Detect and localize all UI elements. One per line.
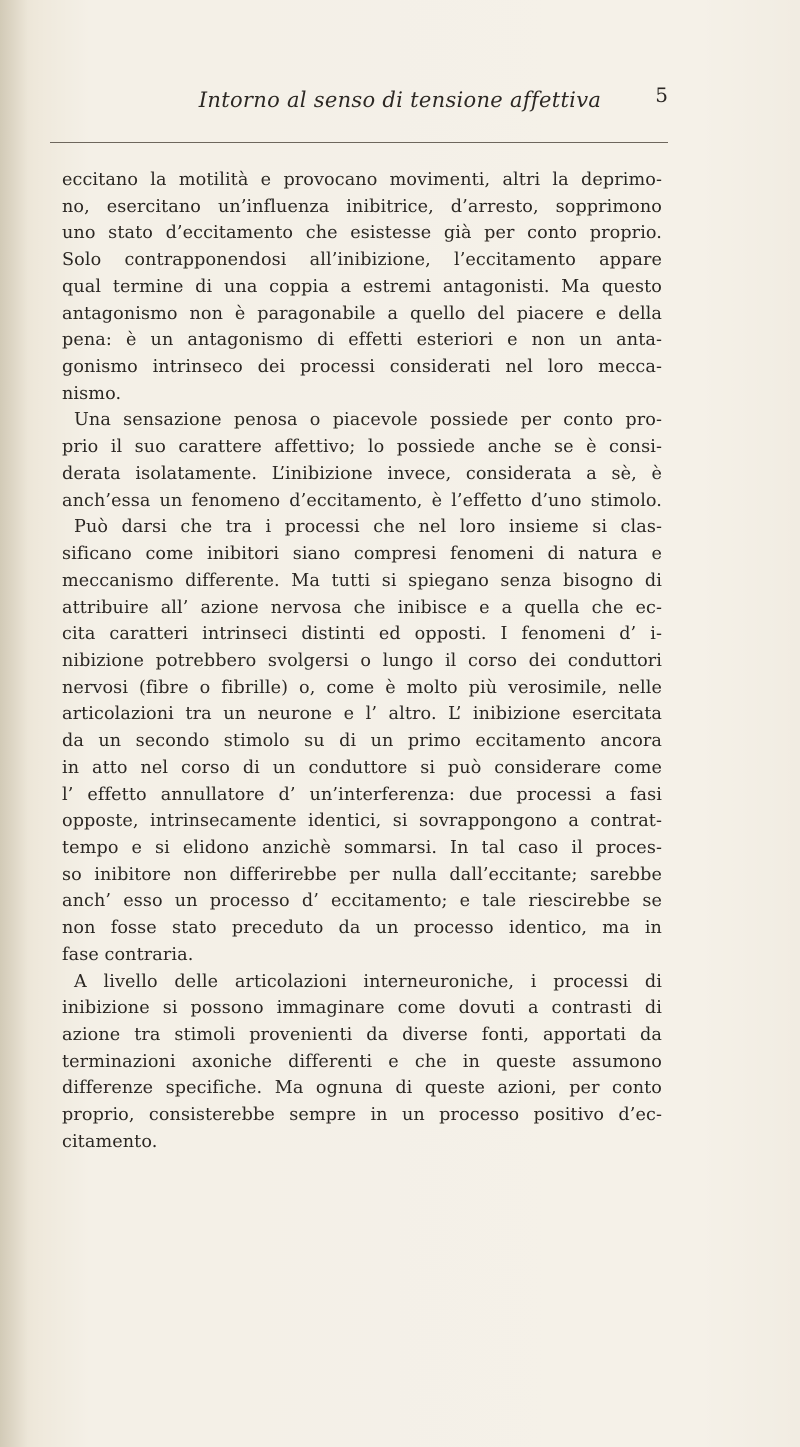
text-line: articolazioni tra un neurone e l’ altro. L’ inibizione esercitata — [62, 704, 662, 725]
text-line: prio il suo carattere affettivo; lo possiede anche se è consi- — [62, 437, 662, 458]
text-line: eccitano la motilità e provocano movimenti, altri la deprimo- — [62, 170, 662, 190]
text-line: Solo contrapponendosi all’inibizione, l’eccitamento appare — [62, 250, 662, 271]
text-line: pena: è un antagonismo di effetti esteriori e non un anta- — [62, 330, 662, 351]
text-line: l’ effetto annullatore d’ un’interferenza: due processi a fasi — [62, 784, 662, 805]
body-text — [62, 167, 662, 1156]
text-line: derata isolatamente. L’inibizione invece, considerata a sè, è — [62, 463, 662, 484]
text-line: antagonismo non è paragonabile a quello del piacere e della — [62, 303, 662, 324]
text-line: Può darsi che tra i processi che nel loro insieme si clas- — [74, 517, 662, 538]
text-line: meccanismo differente. Ma tutti si spiegano senza bisogno di — [62, 570, 662, 591]
text-line: A livello delle articolazioni interneuroniche, i processi di — [74, 971, 662, 992]
text-line: Una sensazione penosa o piacevole possiede per conto pro- — [74, 410, 662, 431]
text-line: no, esercitano un’influenza inibitrice, d’arresto, sopprimono — [62, 196, 662, 217]
page-number: 5 — [655, 83, 668, 107]
text-line: fase contraria. — [62, 944, 194, 965]
text-line: qual termine di una coppia a estremi antagonisti. Ma questo — [62, 276, 662, 297]
text-line: anch’ esso un processo d’ eccitamento; e tale riescirebbe se — [62, 891, 662, 912]
binding-shadow — [0, 0, 28, 1447]
text-line: azione tra stimoli provenienti da diverse fonti, apportati da — [62, 1025, 662, 1045]
text-line: uno stato d’eccitamento che esistesse già per conto proprio. — [62, 223, 662, 244]
text-line: da un secondo stimolo su di un primo eccitamento ancora — [62, 731, 662, 752]
text-line: so inibitore non differirebbe per nulla dall’eccitante; sarebbe — [62, 864, 662, 885]
text-line: proprio, consisterebbe sempre in un processo positivo d’ec- — [62, 1105, 662, 1126]
header-rule — [50, 142, 668, 143]
running-head — [0, 80, 800, 120]
running-title: Intorno al senso di tensione affettiva — [198, 88, 602, 112]
text-line: terminazioni axoniche differenti e che in queste assumono — [62, 1051, 662, 1072]
text-line: differenze specifiche. Ma ognuna di queste azioni, per conto — [62, 1078, 662, 1099]
text-line: in atto nel corso di un conduttore si può considerare come — [62, 757, 662, 778]
text-line: nismo. — [62, 383, 122, 404]
text-line: citamento. — [62, 1131, 158, 1152]
text-line: tempo e si elidono anzichè sommarsi. In tal caso il proces- — [62, 837, 662, 858]
text-line: nibizione potrebbero svolgersi o lungo il corso dei conduttori — [62, 650, 662, 671]
text-line: anch’essa un fenomeno d’eccitamento, è l’effetto d’uno stimolo. — [62, 490, 662, 511]
text-line: inibizione si possono immaginare come dovuti a contrasti di — [62, 998, 662, 1019]
text-line: gonismo intrinseco dei processi considerati nel loro mecca- — [62, 357, 662, 378]
text-line: nervosi (fibre o fibrille) o, come è molto più verosimile, nelle — [62, 677, 662, 698]
text-line: non fosse stato preceduto da un processo identico, ma in — [62, 918, 662, 939]
text-line: cita caratteri intrinseci distinti ed opposti. I fenomeni d’ i- — [62, 624, 662, 645]
text-line: opposte, intrinsecamente identici, si sovrappongono a contrat- — [62, 811, 662, 832]
text-line: attribuire all’ azione nervosa che inibisce e a quella che ec- — [62, 597, 662, 618]
text-line: sificano come inibitori siano compresi fenomeni di natura e — [62, 544, 662, 565]
